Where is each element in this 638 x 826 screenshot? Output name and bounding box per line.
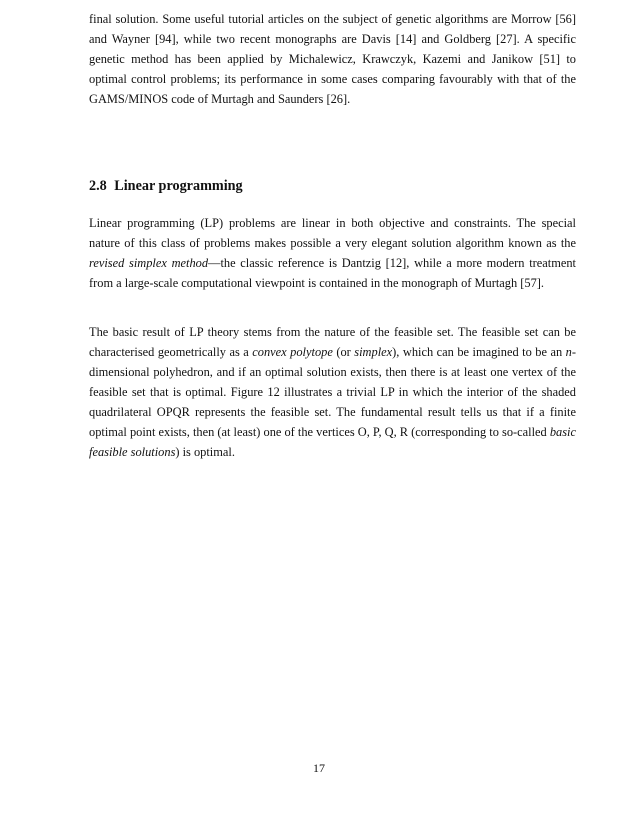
italic-variable: n — [565, 345, 572, 359]
paragraph-lp-theory — [89, 322, 576, 462]
text-segment: —the classic reference is Dantzig [12], while a more modern treatment from a large-scale computational viewpoint is contained in the monograph of Murtagh [57]. — [89, 256, 576, 290]
paragraph-lp-intro — [89, 213, 576, 293]
text-segment: ), which can be imagined to be an — [392, 345, 566, 359]
italic-term: convex polytope — [252, 345, 333, 359]
text-segment: The basic result of LP theory stems from the nature of the feasible set. The feasible set can be characterised geometrically as a — [89, 325, 576, 359]
text-segment: Linear programming (LP) problems are linear in both objective and constraints. The special nature of this class of problems makes possible a very elegant solution algorithm known as the — [89, 216, 576, 250]
text-segment: final solution. Some useful tutorial articles on the subject of genetic algorithms are Morrow [56] and Wayner [94], while two recent monographs are Davis [14] and Goldberg [27]. A specific genetic method has been applied by Michalewicz, Krawczyk, Kazemi and Janikow [51] to optimal control problems; its performance in some cases comparing favourably with that of the GAMS/MINOS code of Murtagh and Saunders [26]. — [89, 12, 576, 106]
text-segment: (or — [332, 345, 355, 359]
page-number: 17 — [313, 761, 325, 775]
section-title: Linear programming — [114, 178, 243, 194]
italic-term: revised simplex method — [89, 256, 209, 270]
italic-term: simplex — [354, 345, 393, 359]
text-segment: -dimensional polyhedron, and if an optimal solution exists, then there is at least one vertex of the feasible set that is optimal. Figure 12 illustrates a trivial LP in which the interior of the shaded quadrilateral OPQR represents the feasible set. The fundamental result tells us that if a finite optimal point exists, then (at least) one of the vertices O, P, Q, R (corresponding to so-called — [89, 345, 577, 439]
section-heading — [89, 175, 243, 197]
text-segment: ) is optimal. — [175, 445, 235, 459]
section-number: 2.8 — [89, 178, 107, 194]
paragraph-genetic-algorithms — [89, 9, 576, 109]
italic-term: basic feasible solutions — [89, 425, 576, 459]
